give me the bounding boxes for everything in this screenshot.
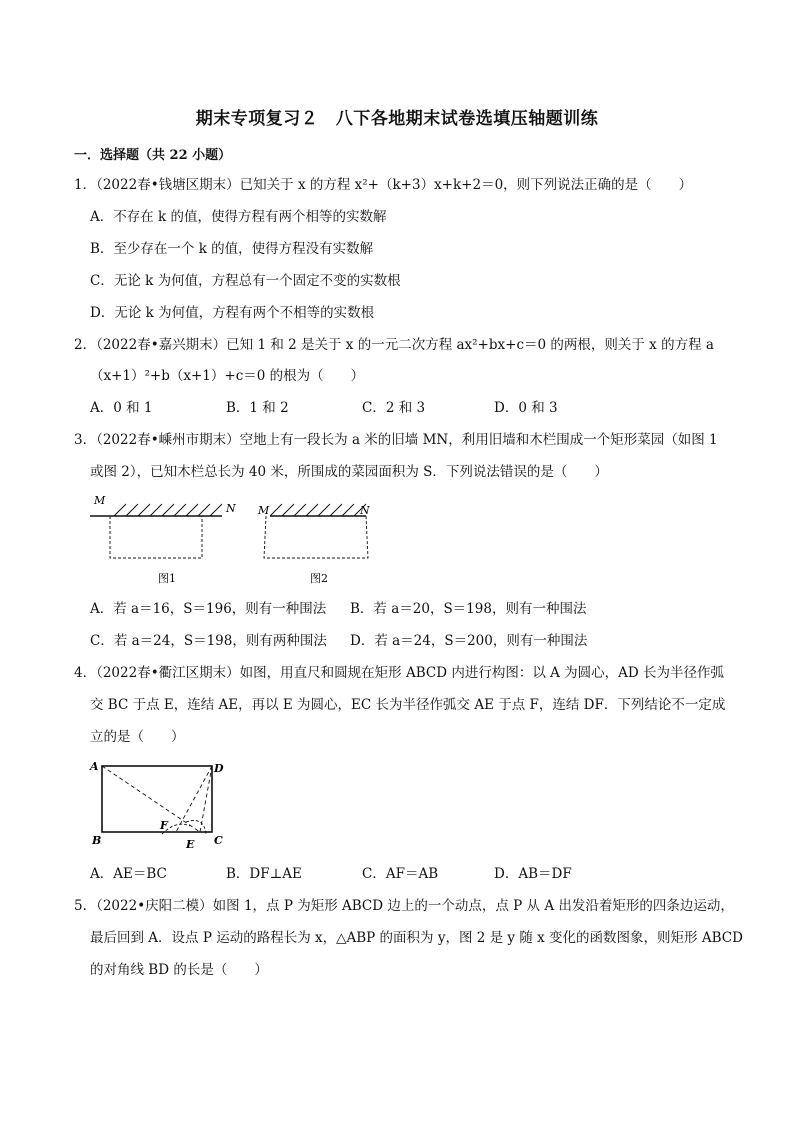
q5-stem-line1: 5．（2022•庆阳二模）如图 1，点 P 为矩形 ABCD 边上的一个动点，点 P 从 A 出发沿着矩形的四条边运动， xyxy=(74,898,734,914)
q2-option-d: D．0 和 3 xyxy=(494,400,558,416)
q4-stem-line1: 4．（2022春•衢江区期末）如图，用直尺和圆规在矩形 ABCD 内进行构图：以 A 为圆心，AD 长为半径作弧 xyxy=(74,665,725,681)
fig2-label-m: M xyxy=(258,504,270,517)
q1-option-c: C．无论 k 为何值，方程总有一个固定不变的实数根 xyxy=(90,273,401,289)
q1-stem: 1．（2022春•钱塘区期末）已知关于 x 的方程 x²+（k+3）x+k+2＝0，则下列说法正确的是（ ） xyxy=(74,177,693,193)
q4-stem-line3: 立的是（ ） xyxy=(90,729,185,745)
q3-option-c: C．若 a＝24，S＝198，则有两种围法 xyxy=(90,633,327,649)
q2-option-c: C．2 和 3 xyxy=(362,400,426,416)
q3-figure-2 xyxy=(256,494,380,592)
fig2-caption: 图2 xyxy=(310,572,328,585)
q4-stem-line2: 交 BC 于点 E，连结 AE，再以 E 为圆心，EC 长为半径作弧交 AE 于点 F，连结 DF．下列结论不一定成 xyxy=(90,697,726,713)
q5-stem-line3: 的对角线 BD 的长是（ ） xyxy=(90,962,268,978)
q1-option-d: D．无论 k 为何值，方程有两个不相等的实数根 xyxy=(90,305,375,321)
fig4-label-d: D xyxy=(214,762,224,775)
fig1-label-n: N xyxy=(226,502,236,515)
q3-option-d: D．若 a＝24，S＝200，则有一种围法 xyxy=(350,633,588,649)
q3-option-a: A．若 a＝16，S＝196，则有一种围法 xyxy=(90,601,327,617)
q4-option-a: A．AE＝BC xyxy=(90,866,167,882)
q2-stem-line1: 2．（2022春•嘉兴期末）已知 1 和 2 是关于 x 的一元二次方程 ax²+bx+c＝0 的两根，则关于 x 的方程 a xyxy=(74,337,714,353)
q4-rectangle-figure xyxy=(86,754,236,854)
q3-stem-line1: 3．（2022春•嵊州市期末）空地上有一段长为 a 米的旧墙 MN，利用旧墙和木栏围成一个矩形菜园（如图 1 xyxy=(74,432,718,448)
fig4-label-f: F xyxy=(160,819,168,832)
q3-stem-line2: 或图 2），已知木栏总长为 40 米，所围成的菜园面积为 S．下列说法错误的是（ ） xyxy=(90,464,608,480)
q2-stem-line2: （x+1）²+b（x+1）+c＝0 的根为（ ） xyxy=(90,368,365,384)
q1-option-b: B．至少存在一个 k 的值，使得方程没有实数解 xyxy=(90,241,374,257)
fig2-label-n: N xyxy=(360,504,370,517)
q2-option-a: A．0 和 1 xyxy=(90,400,153,416)
fig4-label-a: A xyxy=(90,760,99,773)
q3-figure-1 xyxy=(86,494,246,592)
q3-option-b: B．若 a＝20，S＝198，则有一种围法 xyxy=(350,601,587,617)
q2-options xyxy=(90,398,558,418)
section-heading: 一．选择题（共 22 小题） xyxy=(74,148,232,163)
fig4-label-c: C xyxy=(214,834,223,847)
q5-stem-line2: 最后回到 A．设点 P 运动的路程长为 x，△ABP 的面积为 y，图 2 是 y 随 x 变化的函数图象，则矩形 ABCD xyxy=(90,930,743,946)
q4-options xyxy=(90,864,572,884)
fig1-label-m: M xyxy=(94,494,106,507)
q4-option-b: B．DF⊥AE xyxy=(226,866,302,882)
q3-options-row2 xyxy=(90,631,587,651)
q2-option-b: B．1 和 2 xyxy=(226,400,289,416)
q4-option-c: C．AF＝AB xyxy=(362,866,439,882)
fig4-label-e: E xyxy=(186,838,195,851)
fig1-caption: 图1 xyxy=(158,572,176,585)
q1-option-a: A．不存在 k 的值，使得方程有两个相等的实数解 xyxy=(90,209,387,225)
fig4-label-b: B xyxy=(92,834,102,847)
q4-option-d: D．AB＝DF xyxy=(494,866,572,882)
page-title: 期末专项复习２ 八下各地期末试卷选填压轴题训练 xyxy=(195,109,599,129)
q3-options-row1 xyxy=(90,599,586,619)
